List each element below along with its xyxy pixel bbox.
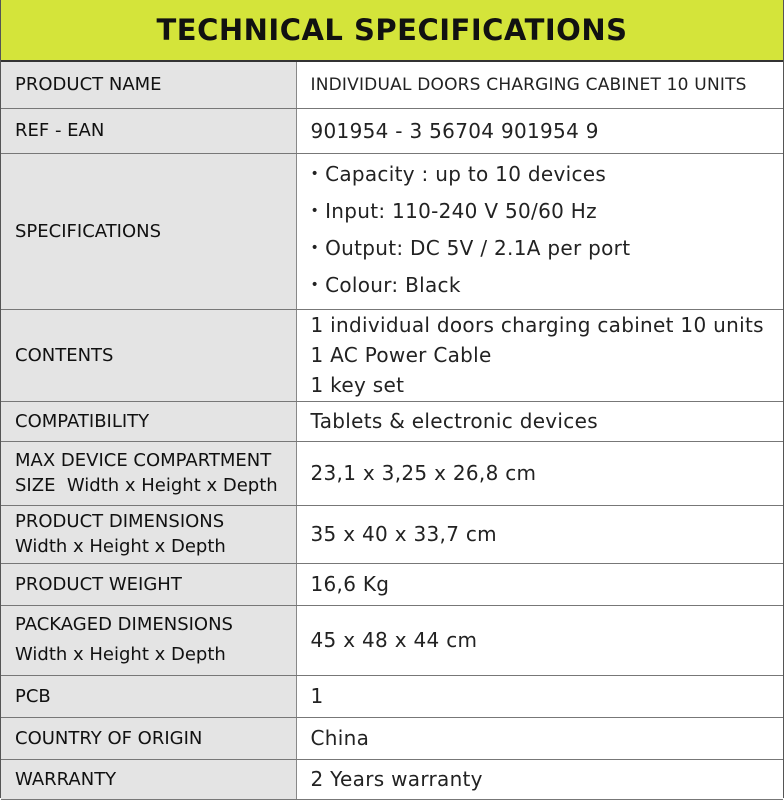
table-row (1, 717, 783, 759)
table-row (1, 675, 783, 717)
row-value-pcb: 1 (296, 675, 783, 717)
row-label-packaged-dimensions (1, 605, 296, 675)
label-line: Width x Height x Depth (15, 536, 226, 557)
row-label-warranty: WARRANTY (1, 759, 296, 799)
list-item: 1 key set (310, 373, 405, 397)
row-value-ref-ean: 901954 - 3 56704 901954 9 (296, 108, 783, 153)
row-value-packaged-dimensions: 45 x 48 x 44 cm (296, 605, 783, 675)
label-line: PRODUCT DIMENSIONS (15, 511, 225, 532)
row-value-contents (296, 309, 783, 401)
row-label-product-dimensions (1, 505, 296, 563)
row-label-country: COUNTRY OF ORIGIN (1, 717, 296, 759)
table-row (1, 401, 783, 441)
table-row (1, 505, 783, 563)
row-value-compatibility: Tablets & electronic devices (296, 401, 783, 441)
row-value-product-weight: 16,6 Kg (296, 563, 783, 605)
list-item: • Capacity : up to 10 devices (311, 157, 784, 194)
row-label-compatibility: COMPATIBILITY (1, 401, 296, 441)
row-label-ref-ean: REF - EAN (1, 108, 296, 153)
table-row (1, 108, 783, 153)
list-item: 1 individual doors charging cabinet 10 units (310, 313, 764, 337)
row-label-product-name: PRODUCT NAME (1, 62, 296, 108)
list-item: 1 AC Power Cable (310, 343, 492, 367)
spec-table (1, 62, 783, 800)
table-row (1, 759, 783, 799)
row-value-country: China (296, 717, 783, 759)
row-label-specifications: SPECIFICATIONS (1, 153, 296, 309)
list-item: • Output: DC 5V / 2.1A per port (311, 231, 784, 268)
table-row (1, 563, 783, 605)
row-label-max-compartment (1, 441, 296, 505)
table-row (1, 62, 783, 108)
row-value-warranty: 2 Years warranty (296, 759, 783, 799)
row-label-product-weight: PRODUCT WEIGHT (1, 563, 296, 605)
list-item: • Colour: Black (311, 268, 784, 305)
row-value-product-dimensions: 35 x 40 x 33,7 cm (296, 505, 783, 563)
label-line: MAX DEVICE COMPARTMENT (15, 450, 272, 471)
contents-list (311, 310, 784, 400)
row-value-product-name: INDIVIDUAL DOORS CHARGING CABINET 10 UNITS (296, 62, 783, 108)
row-label-contents: CONTENTS (1, 309, 296, 401)
label-line: SIZE Width x Height x Depth (15, 475, 278, 496)
table-row (1, 309, 783, 401)
specifications-list (311, 157, 784, 305)
row-value-specifications (296, 153, 783, 309)
label-line: Width x Height x Depth (15, 644, 226, 665)
label-line: PACKAGED DIMENSIONS (15, 614, 233, 635)
table-row (1, 605, 783, 675)
list-item: • Input: 110-240 V 50/60 Hz (311, 194, 784, 231)
table-row (1, 441, 783, 505)
row-value-max-compartment: 23,1 x 3,25 x 26,8 cm (296, 441, 783, 505)
page-title: TECHNICAL SPECIFICATIONS (1, 0, 783, 62)
table-row (1, 153, 783, 309)
row-label-pcb: PCB (1, 675, 296, 717)
